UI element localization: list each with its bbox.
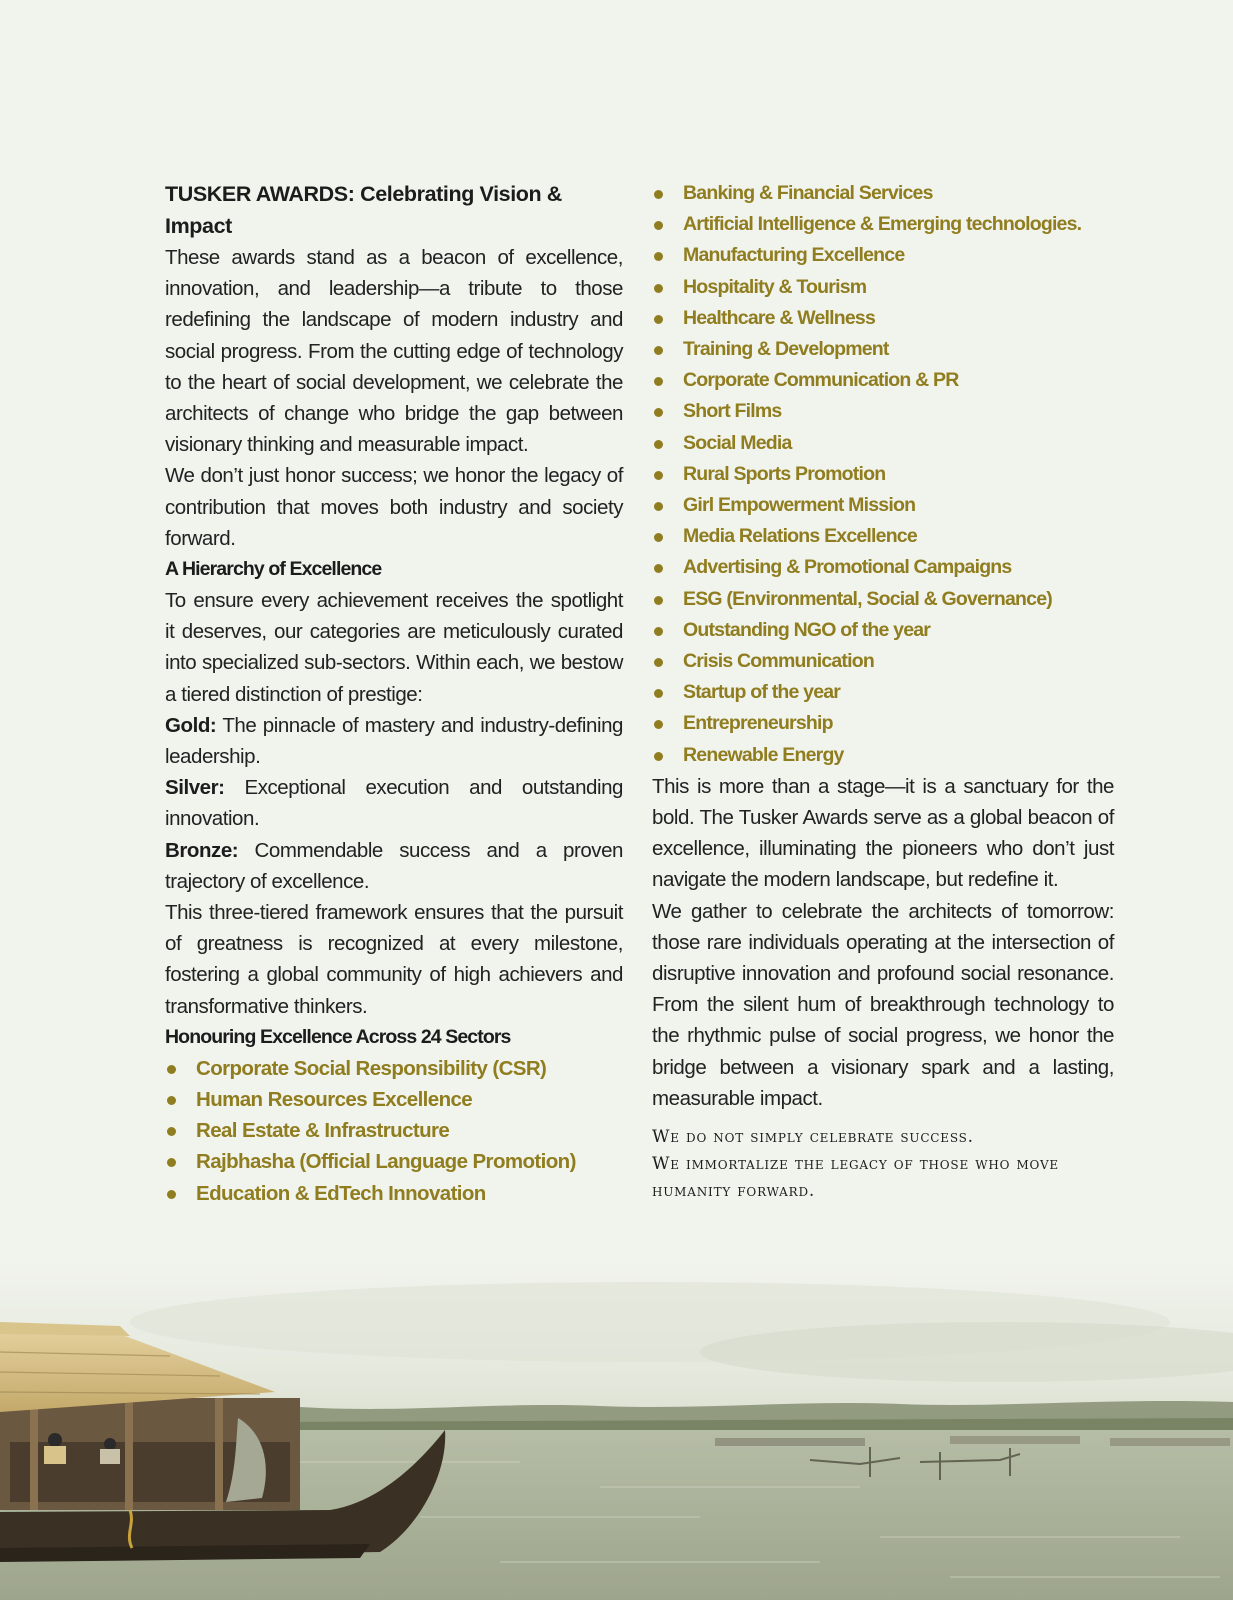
list-item: Media Relations Excellence [652,521,1114,552]
sector-list-right [652,178,1114,771]
list-item: Education & EdTech Innovation [165,1178,623,1209]
silver-text: Exceptional execution and outstanding innovation. [165,776,623,831]
list-item: ESG (Environmental, Social & Governance) [652,584,1114,615]
sectors-heading: Honouring Excellence Across 24 Sectors [165,1025,511,1048]
list-item: Renewable Energy [652,740,1114,771]
gold-tier [165,710,623,772]
list-item: Startup of the year [652,677,1114,708]
list-item: Rajbhasha (Official Language Promotion) [165,1146,623,1177]
gold-label: Gold: [165,713,217,737]
hierarchy-paragraph: To ensure every achievement receives the spotlight it deserves, our categories are meticulously curated into specialized sub-sectors. Within each, we bestow a tiered distinction of prestige: [165,589,623,706]
left-column [165,178,623,1209]
bronze-label: Bronze: [165,838,239,862]
list-item: Crisis Communication [652,646,1114,677]
sector-list-left [165,1053,623,1209]
list-item: Rural Sports Promotion [652,459,1114,490]
silver-tier [165,772,623,834]
list-item: Corporate Communication & PR [652,365,1114,396]
legacy-paragraph: We don’t just honor success; we honor the legacy of contribution that moves both industry and society forward. [165,464,623,550]
architects-paragraph: We gather to celebrate the architects of tomorrow: those rare individuals operating at the intersection of disruptive innovation and profound social resonance. From the silent hum of breakthrough technology to the rhythmic pulse of social progress, we honor the bridge between a visionary spark and a lasting, measurable impact. [652,899,1114,1110]
list-item: Hospitality & Tourism [652,272,1114,303]
backwater-houseboat-image [0,1262,1233,1600]
closing-statement [652,1124,1114,1205]
list-item: Human Resources Excellence [165,1084,623,1115]
hierarchy-heading: A Hierarchy of Excellence [165,558,382,581]
list-item: Real Estate & Infrastructure [165,1115,623,1146]
list-item: Entrepreneurship [652,708,1114,739]
list-item: Training & Development [652,334,1114,365]
list-item: Outstanding NGO of the year [652,615,1114,646]
list-item: Healthcare & Wellness [652,303,1114,334]
list-item: Social Media [652,428,1114,459]
silver-label: Silver: [165,776,225,800]
list-item: Advertising & Promotional Campaigns [652,552,1114,583]
page-title: TUSKER AWARDS: Celebrating Vision & Impact [165,182,562,238]
houseboat-scene-illustration [0,1262,1233,1600]
list-item: Girl Empowerment Mission [652,490,1114,521]
closing-line-2: We immortalize the legacy of those who move humanity forward. [652,1154,1059,1202]
list-item: Corporate Social Responsibility (CSR) [165,1053,623,1084]
right-column [652,178,1114,1205]
list-item: Artificial Intelligence & Emerging technologies. [652,209,1114,240]
intro-paragraph: These awards stand as a beacon of excellence, innovation, and leadership—a tribute to those redefining the landscape of modern industry and social progress. From the cutting edge of technology to the heart of social development, we celebrate the architects of change who bridge the gap between visionary thinking and measurable impact. [165,246,623,457]
framework-paragraph: This three-tiered framework ensures that the pursuit of greatness is recognized at every milestone, fostering a global community of high achievers and transformative thinkers. [165,901,623,1018]
bronze-text: Commendable success and a proven trajectory of excellence. [165,838,623,893]
gold-text: The pinnacle of mastery and industry-defining leadership. [165,713,623,769]
stage-paragraph: This is more than a stage—it is a sanctuary for the bold. The Tusker Awards serve as a global beacon of excellence, illuminating the pioneers who don’t just navigate the modern landscape, but redefine it. [652,774,1114,892]
closing-line-1: We do not simply celebrate success. [652,1127,974,1148]
list-item: Manufacturing Excellence [652,240,1114,271]
list-item: Banking & Financial Services [652,178,1114,209]
list-item: Short Films [652,396,1114,427]
bronze-tier [165,835,623,897]
